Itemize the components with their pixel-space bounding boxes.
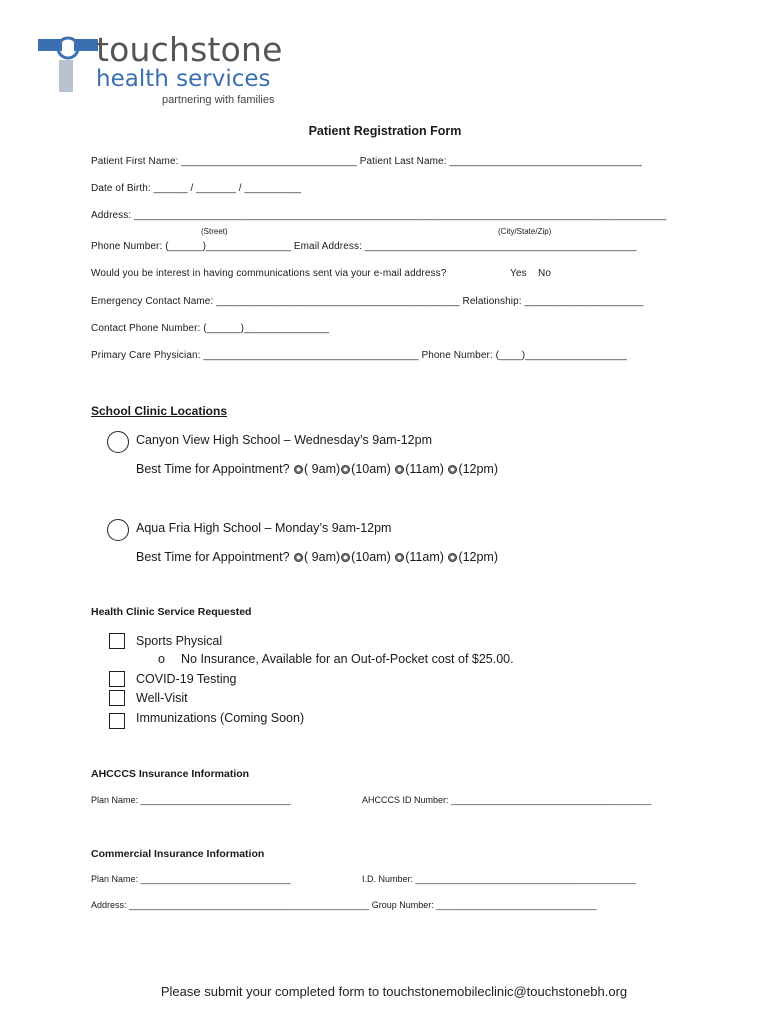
sub-bullet: o [158,652,165,666]
logo-tagline: partnering with families [162,94,275,106]
commercial-heading: Commercial Insurance Information [91,848,265,860]
ahcccs-plan-field[interactable]: Plan Name: ______________________________ [91,795,291,805]
commercial-id-field[interactable]: I.D. Number: ____________________________________________ [362,874,636,884]
contact-phone-row[interactable]: Contact Phone Number: (______)_______________ [91,323,330,334]
city-label: (City/State/Zip) [498,227,552,236]
clinic-radio-aqua-fria[interactable] [107,519,129,541]
address-row[interactable]: Address: ______________________________________________________________________________________________ [91,210,667,221]
covid-testing-checkbox[interactable] [109,671,125,687]
slot-radio[interactable] [341,553,350,562]
email-question: Would you be interest in having communications sent via your e-mail address? [91,268,447,279]
slot-radio[interactable] [448,553,457,562]
slot-radio[interactable] [395,553,404,562]
slot-label: (11am) [405,550,444,564]
street-label: (Street) [201,227,228,236]
dob-row[interactable]: Date of Birth: ______ / _______ / __________ [91,183,302,194]
ahcccs-heading: AHCCCS Insurance Information [91,768,250,780]
services-heading: Health Clinic Service Requested [91,606,252,618]
slot-label: (12pm) [458,462,498,476]
clinic-radio-canyon-view[interactable] [107,431,129,453]
ahcccs-id-field[interactable]: AHCCCS ID Number: ________________________________________ [362,795,652,805]
no-insurance-note: No Insurance, Available for an Out-of-Pocket cost of $25.00. [181,652,514,666]
covid-testing-label: COVID-19 Testing [136,672,237,686]
page-title: Patient Registration Form [308,124,462,138]
slot-label: ( 9am) [304,550,341,564]
well-visit-checkbox[interactable] [109,690,125,706]
well-visit-label: Well-Visit [136,691,188,705]
slot-label: (11am) [405,462,444,476]
logo [38,30,298,114]
logo-line2: health services [96,66,271,92]
slot-label: (10am) [351,462,391,476]
commercial-plan-field[interactable]: Plan Name: ______________________________ [91,874,291,884]
email-no[interactable]: No [538,268,551,279]
best-time-row [136,550,498,564]
slot-radio[interactable] [448,465,457,474]
clinic-name: Canyon View High School – Wednesday’s 9am-12pm [136,433,433,447]
best-time-label: Best Time for Appointment? [136,550,290,564]
slot-label: ( 9am) [304,462,341,476]
slot-label: (12pm) [458,550,498,564]
commercial-address-row[interactable]: Address: ________________________________________________ Group Number: ________________________________ [91,900,597,910]
immunizations-label: Immunizations (Coming Soon) [136,711,305,725]
slot-radio[interactable] [294,553,303,562]
pcp-row[interactable]: Primary Care Physician: ______________________________________ Phone Number: (____)__________________ [91,350,628,361]
email-yes[interactable]: Yes [510,268,527,279]
logo-mark-icon [38,34,98,94]
slot-radio[interactable] [395,465,404,474]
clinic-name: Aqua Fria High School – Monday’s 9am-12pm [136,521,392,535]
phone-row[interactable]: Phone Number: (______)_______________ Email Address: ________________________________________________ [91,241,637,252]
best-time-label: Best Time for Appointment? [136,462,290,476]
logo-line1: touchstone [96,30,283,69]
slot-radio[interactable] [341,465,350,474]
sports-physical-checkbox[interactable] [109,633,125,649]
best-time-row [136,462,498,476]
name-row[interactable]: Patient First Name: _______________________________ Patient Last Name: __________________________________ [91,156,642,167]
sports-physical-label: Sports Physical [136,634,223,648]
footer-note: Please submit your completed form to touchstonemobileclinic@touchstonebh.org [160,984,628,999]
emergency-row[interactable]: Emergency Contact Name: ___________________________________________ Relationship: _____________________ [91,296,644,307]
immunizations-checkbox[interactable] [109,713,125,729]
slot-label: (10am) [351,550,391,564]
clinic-heading: School Clinic Locations [91,404,228,418]
slot-radio[interactable] [294,465,303,474]
